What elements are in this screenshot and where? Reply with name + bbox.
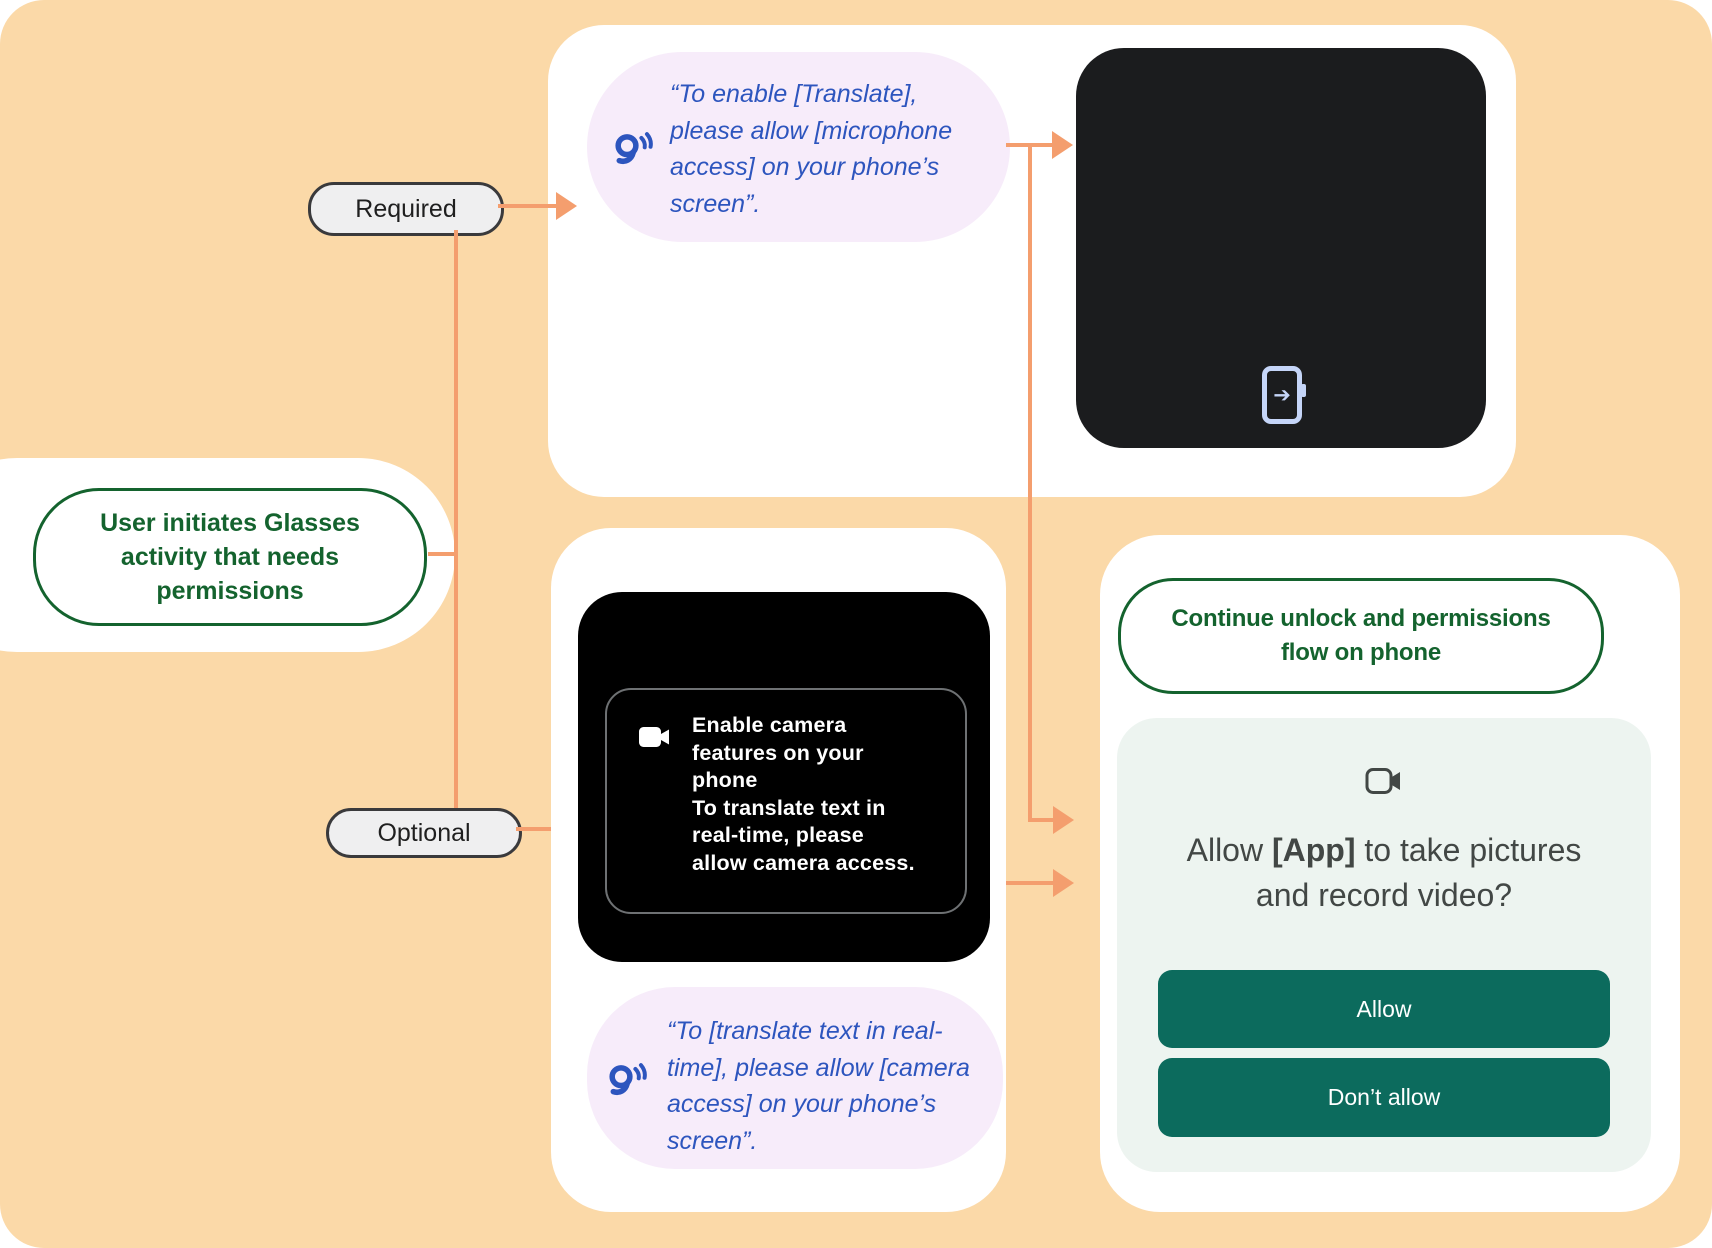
flow-arrow-required [498, 204, 558, 208]
glasses-prompt-line: real-time, please [692, 823, 864, 847]
phone-flow-title-line: flow on phone [1280, 639, 1442, 666]
hearing-icon [611, 130, 653, 173]
flow-arrowhead-mic-to-phone [1052, 131, 1073, 159]
voice-line: access] on your phone’s [670, 153, 940, 181]
glasses-prompt-line: To translate text in [692, 795, 886, 820]
glasses-prompt-line: phone [692, 768, 758, 792]
permission-dialog [1117, 718, 1651, 1172]
flow-arrowhead-to-phone-flow [1053, 806, 1074, 834]
voice-line: time], please allow [camera [667, 1053, 970, 1082]
videocam-icon [638, 724, 671, 756]
start-node-line: User initiates Glasses [100, 509, 360, 537]
glasses-prompt-line: Enable camera [692, 713, 847, 737]
phone-enter-icon: ➔ [1262, 366, 1302, 424]
voice-line: “To enable [Translate], [670, 80, 918, 108]
voice-bubble-microphone [587, 52, 1010, 242]
glasses-prompt-line: allow camera access. [692, 850, 915, 875]
voice-bubble-camera [587, 987, 1003, 1169]
start-node [33, 488, 427, 626]
phone-flow-title [1118, 578, 1604, 694]
flow-line-branch-trunk [454, 230, 458, 808]
start-node-line: permissions [156, 577, 304, 605]
voice-line: please allow [microphone [670, 116, 953, 145]
flow-line-to-phone-flow [1028, 143, 1032, 822]
voice-line: access] on your phone’s [667, 1090, 937, 1118]
voice-line: screen”. [670, 189, 761, 218]
app-placeholder: [App] [1271, 832, 1356, 868]
phone-lock-screen [1076, 48, 1486, 448]
branch-pill-required: Required [308, 182, 504, 236]
videocam-outline-icon [1365, 766, 1403, 801]
flow-arrowhead-prompt-to-phone [1053, 869, 1074, 897]
flow-elbow-to-phone-flow [1028, 818, 1056, 822]
voice-line: screen”. [667, 1126, 758, 1155]
flow-line-start-connector [428, 552, 456, 556]
glasses-display [578, 592, 990, 962]
dont-allow-button[interactable]: Don’t allow [1158, 1058, 1610, 1137]
hearing-icon [605, 1061, 647, 1104]
glasses-notification [605, 688, 967, 914]
glasses-prompt-line: features on your [692, 740, 864, 765]
allow-button[interactable]: Allow [1158, 970, 1610, 1048]
voice-line: “To [translate text in real- [667, 1017, 943, 1045]
branch-pill-optional: Optional [326, 808, 522, 858]
permission-question: Allow [App] to take pictures and record video? [1186, 832, 1582, 913]
flow-arrowhead-required [556, 192, 577, 220]
phone-flow-title-line: Continue unlock and permissions [1171, 605, 1551, 632]
start-node-line: activity that needs [120, 543, 340, 571]
